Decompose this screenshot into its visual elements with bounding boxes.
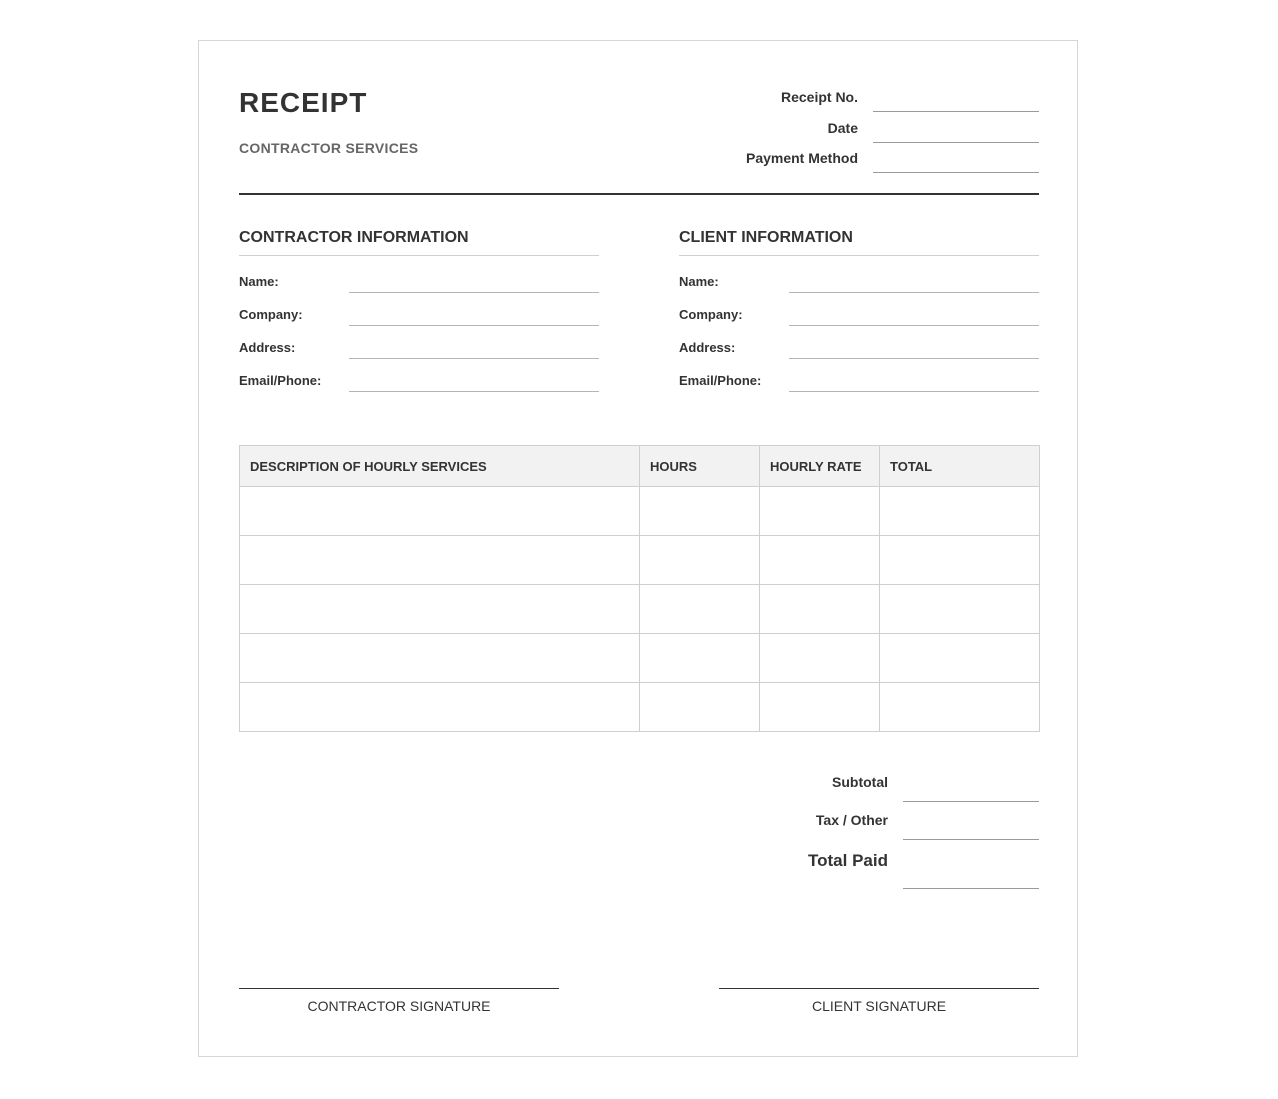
total-cell[interactable] — [880, 487, 1040, 536]
tax-other-field[interactable] — [903, 839, 1039, 840]
contractor-info-heading: CONTRACTOR INFORMATION — [239, 229, 599, 256]
hours-cell[interactable] — [640, 487, 760, 536]
column-header-description: DESCRIPTION OF HOURLY SERVICES — [240, 446, 640, 487]
tax-other-row — [739, 803, 1039, 841]
totals-section — [739, 765, 1039, 891]
table-row — [240, 585, 1040, 634]
client-name-label: Name: — [679, 274, 719, 289]
hourly-rate-cell[interactable] — [760, 683, 880, 732]
total-paid-label: Total Paid — [808, 851, 888, 870]
column-header-hours: HOURS — [640, 446, 760, 487]
column-header-total: TOTAL — [880, 446, 1040, 487]
receipt-subtitle: CONTRACTOR SERVICES — [239, 140, 419, 156]
contractor-address-label: Address: — [239, 340, 296, 355]
client-contact-row — [679, 355, 1039, 388]
column-header-hourly-rate: HOURLY RATE — [760, 446, 880, 487]
client-contact-field[interactable] — [789, 391, 1039, 392]
hours-cell[interactable] — [640, 634, 760, 683]
client-signature-line[interactable] — [719, 988, 1039, 1014]
payment-method-label: Payment Method — [745, 150, 858, 166]
tax-other-label: Tax / Other — [815, 812, 888, 828]
hourly-rate-cell[interactable] — [760, 585, 880, 634]
receipt-number-row — [679, 83, 1039, 114]
table-header-row — [240, 446, 1040, 487]
contractor-signature-label: CONTRACTOR SIGNATURE — [307, 998, 491, 1014]
contractor-signature-line[interactable] — [239, 988, 559, 1014]
description-cell[interactable] — [240, 487, 640, 536]
client-address-label: Address: — [679, 340, 736, 355]
date-row — [679, 114, 1039, 145]
receipt-meta — [679, 83, 1039, 175]
table-row — [240, 487, 1040, 536]
total-paid-row — [739, 841, 1039, 891]
hourly-rate-cell[interactable] — [760, 634, 880, 683]
total-cell[interactable] — [880, 634, 1040, 683]
contractor-company-label: Company: — [239, 307, 303, 322]
client-signature-label: CLIENT SIGNATURE — [811, 998, 947, 1014]
client-name-row — [679, 256, 1039, 289]
contractor-name-row — [239, 256, 599, 289]
contractor-address-row — [239, 322, 599, 355]
subtotal-row — [739, 765, 1039, 803]
contractor-company-row — [239, 289, 599, 322]
receipt-number-label: Receipt No. — [780, 89, 858, 105]
description-cell[interactable] — [240, 585, 640, 634]
description-cell[interactable] — [240, 634, 640, 683]
date-label: Date — [827, 119, 858, 136]
payment-method-field[interactable] — [873, 172, 1039, 173]
receipt-number-field[interactable] — [873, 111, 1039, 112]
hours-cell[interactable] — [640, 536, 760, 585]
description-cell[interactable] — [240, 536, 640, 585]
client-address-row — [679, 322, 1039, 355]
hours-cell[interactable] — [640, 683, 760, 732]
subtotal-label: Subtotal — [832, 774, 888, 790]
receipt-content — [239, 41, 1039, 1056]
contractor-info-section — [239, 229, 599, 388]
client-info-heading: CLIENT INFORMATION — [679, 229, 1039, 256]
subtotal-field[interactable] — [903, 801, 1039, 802]
contractor-contact-label: Email/Phone: — [239, 373, 322, 388]
receipt-page — [198, 40, 1078, 1057]
description-cell[interactable] — [240, 683, 640, 732]
client-company-label: Company: — [679, 307, 743, 322]
table-row — [240, 634, 1040, 683]
contractor-contact-row — [239, 355, 599, 388]
client-company-row — [679, 289, 1039, 322]
client-contact-label: Email/Phone: — [679, 373, 762, 388]
total-cell[interactable] — [880, 536, 1040, 585]
total-cell[interactable] — [880, 683, 1040, 732]
table-row — [240, 536, 1040, 585]
client-info-section — [679, 229, 1039, 388]
table-row — [240, 683, 1040, 732]
header-divider — [239, 193, 1039, 195]
receipt-title: RECEIPT — [239, 87, 368, 118]
services-table — [239, 445, 1040, 732]
contractor-contact-field[interactable] — [349, 391, 599, 392]
contractor-name-label: Name: — [239, 274, 279, 289]
hourly-rate-cell[interactable] — [760, 536, 880, 585]
payment-method-row — [679, 144, 1039, 175]
total-cell[interactable] — [880, 585, 1040, 634]
total-paid-field[interactable] — [903, 888, 1039, 889]
hours-cell[interactable] — [640, 585, 760, 634]
hourly-rate-cell[interactable] — [760, 487, 880, 536]
date-field[interactable] — [873, 142, 1039, 143]
